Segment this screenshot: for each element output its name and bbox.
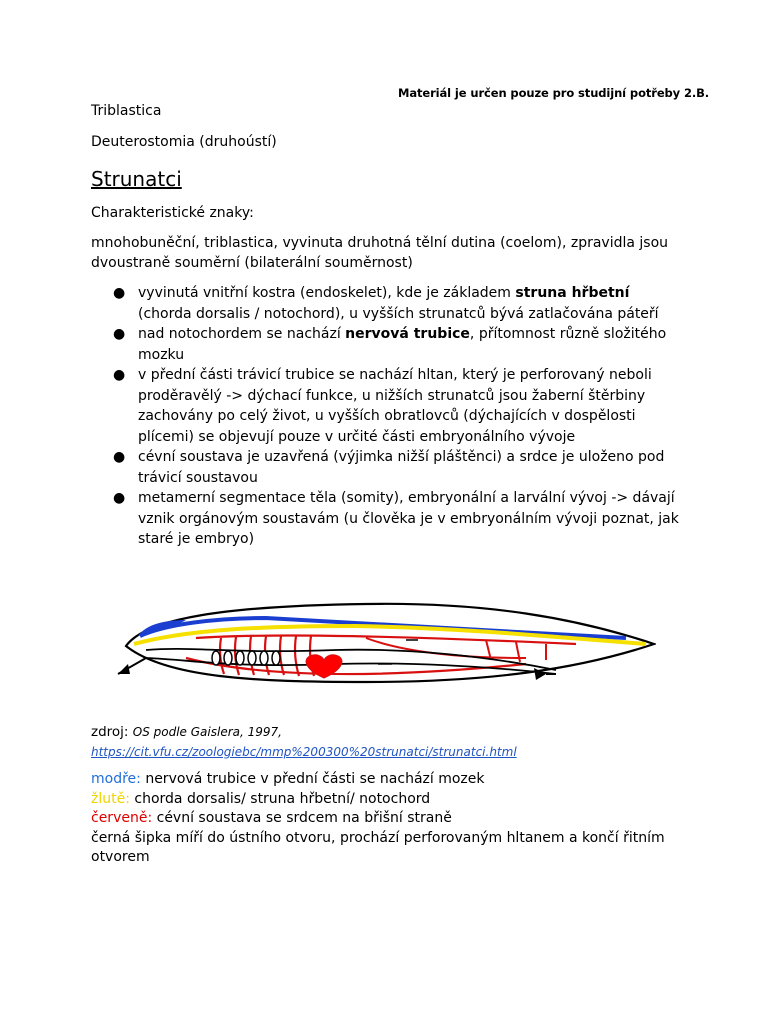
- bullet-icon: ●: [113, 449, 126, 465]
- entry-arrow-head: [118, 664, 130, 674]
- list-item-text: v přední části trávicí trubice se nachází hltan, který je perforovaný neboli proděravělý -> dýchací funkce, u nižších strunatců jsou žaberní štěrbiny zachovány po celý život, u vyšších obratlovců (dýchajících v dospělosti plícemi) se objevují pouze v určité části embryonálního vývoje: [138, 367, 652, 445]
- list-item-text: (chorda dorsalis / notochord), u vyšších strunatců bývá zatlačována páteří: [138, 305, 659, 322]
- bullet-icon: ●: [113, 490, 126, 506]
- list-item-text: nad notochordem se nachází: [138, 326, 346, 342]
- list-item-text: metamerní segmentace těla (somity), embryonální a larvální vývoj -> dávají vznik orgánovým soustavám (u člověka je v embryonálním vývoji poznat, jak staré je embryo): [138, 490, 679, 547]
- list-item: [91, 365, 681, 447]
- list-item-text: cévní soustava je uzavřená (výjimka nižší pláštěnci) a srdce je uloženo pod trávicí soustavou: [138, 449, 665, 486]
- list-item-text: vyvinutá vnitřní kostra (endoskelet), kde je základem: [138, 285, 516, 301]
- bullet-icon: ●: [113, 326, 126, 342]
- characteristics-list: [91, 283, 681, 550]
- list-item: [91, 283, 681, 324]
- intro-paragraph: mnohobuněční, triblastica, vyvinuta druhotná tělní dutina (coelom), zpravidla jsou dvoustraně souměrní (bilaterální souměrnost): [91, 235, 669, 271]
- list-item-bold: struna hřbetní: [515, 285, 630, 301]
- bullet-icon: ●: [113, 285, 126, 301]
- legend-term-yellow: žlutě:: [91, 790, 130, 807]
- source-block: [91, 722, 517, 762]
- source-label: zdroj:: [91, 724, 133, 740]
- bullet-icon: ●: [113, 367, 126, 383]
- list-item: [91, 447, 681, 488]
- heading-characteristics: Charakteristické znaky:: [91, 205, 254, 221]
- list-item: [91, 324, 681, 365]
- legend-text: nervová trubice v přední části se nachází mozek: [140, 771, 485, 787]
- legend-item: [91, 829, 691, 868]
- color-legend: [91, 770, 691, 868]
- legend-text: chorda dorsalis/ struna hřbetní/ notochord: [129, 790, 431, 807]
- source-citation: OS podle Gaislera, 1997,: [132, 725, 282, 739]
- legend-item: [91, 770, 691, 790]
- legend-text: cévní soustava se srdcem na břišní straně: [152, 810, 452, 826]
- legend-term-red: červeně:: [91, 810, 153, 826]
- list-item: [91, 488, 681, 550]
- page-title: Strunatci: [91, 167, 182, 191]
- chordate-diagram: [106, 578, 656, 698]
- header-note: Materiál je určen pouze pro studijní potřeby 2.B.: [398, 86, 710, 100]
- heading-deuterostomia: Deuterostomia (druhoústí): [91, 134, 277, 150]
- legend-text: černá šipka míří do ústního otvoru, prochází perforovaným hltanem a končí řitním otvorem: [91, 829, 665, 865]
- heading-triblastica: Triblastica: [91, 103, 162, 119]
- legend-item: [91, 809, 691, 829]
- list-item-text: , přítomnost různě složitého mozku: [138, 326, 667, 363]
- legend-item: [91, 790, 691, 810]
- list-item-bold: nervová trubice: [345, 326, 470, 342]
- source-link[interactable]: https://cit.vfu.cz/zoologiebc/mmp%200300%20strunatci/strunatci.html: [91, 745, 517, 759]
- legend-term-blue: modře:: [91, 771, 141, 787]
